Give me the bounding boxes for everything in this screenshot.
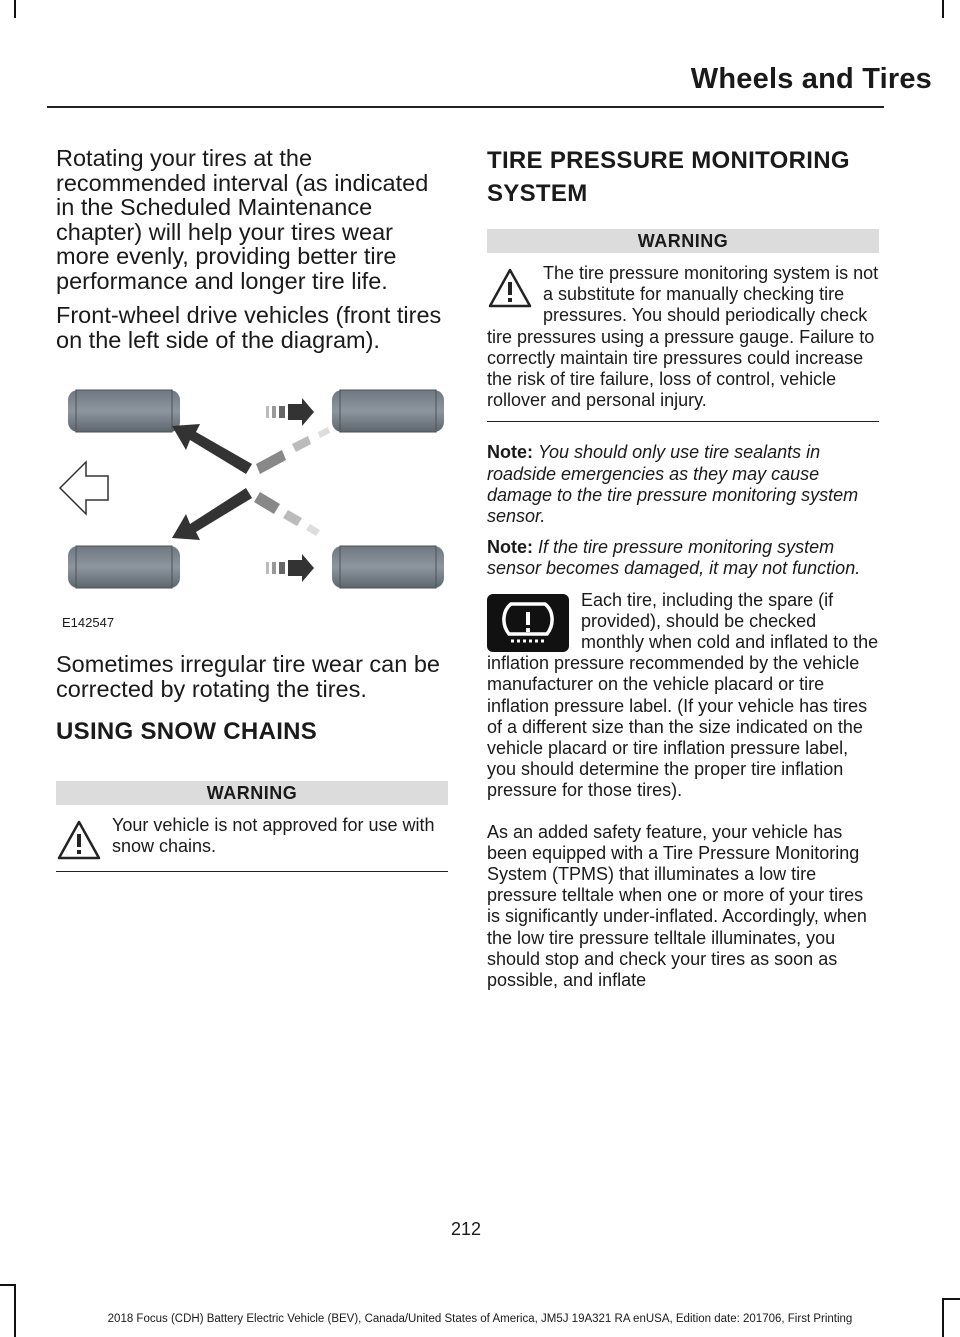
monthly-check-paragraph: Each tire, including the spare (if provided), should be checked monthly when cold and inflated to the inflation pressure recommended by the vehicle manufacturer on the vehicle placard or tire inflation pressure label. (If your vehicle has tires of a different size than the size indicated on the vehicle placard or tire inflation pressure label, you should determine the proper tire inflation pressure for those tires).	[487, 589, 879, 801]
diagonal-arrow-down	[172, 488, 252, 540]
note-sensor	[487, 537, 879, 579]
straight-arrow-bottom	[266, 554, 314, 582]
crop-mark	[14, 1284, 16, 1337]
crop-mark	[14, 0, 16, 18]
rotation-paragraph: Rotating your tires at the recommended interval (as indicated in the Scheduled Maintenance chapter) will help your tires wear more evenly, providing better tire performance and longer tire life.	[56, 145, 429, 294]
crop-mark	[942, 0, 944, 18]
warning-text: The tire pressure monitoring system is not a substitute for manually checking tire pressures. You should periodically check tire pressures using a pressure gauge. Failure to correctly maintain tire pressures could increase the risk of tire failure, loss of control, vehicle rollover and personal injury.	[487, 263, 879, 411]
note-label: Note:	[487, 442, 533, 463]
snow-chains-warning	[56, 805, 448, 872]
tire-front-left	[68, 390, 180, 432]
irregular-wear-paragraph: Sometimes irregular tire wear can be corrected by rotating the tires.	[56, 651, 440, 702]
straight-arrow-top	[266, 398, 314, 426]
title-divider	[47, 106, 884, 108]
tire-pressure-telltale-icon	[487, 594, 569, 652]
tpms-warning	[487, 253, 879, 422]
warning-banner: WARNING	[56, 781, 448, 805]
tpms-heading-line1: TIRE PRESSURE MONITORING	[487, 147, 850, 174]
note-label: Note:	[487, 537, 533, 558]
tire-rear-right	[332, 546, 444, 588]
tire-rotation-diagram	[56, 376, 448, 630]
snow-chains-heading: USING SNOW CHAINS	[56, 718, 318, 745]
page-number: 212	[450, 1219, 482, 1239]
tire-front-right	[68, 546, 180, 588]
warning-triangle-icon	[487, 267, 533, 309]
note-text: If the tire pressure monitoring system sensor becomes damaged, it may not function.	[487, 537, 861, 579]
figure-code: E142547	[62, 615, 115, 630]
warning-banner: WARNING	[487, 229, 879, 253]
tpms-check-block	[487, 590, 879, 802]
tpms-feature-paragraph: As an added safety feature, your vehicle has been equipped with a Tire Pressure Monitoring System (TPMS) that illuminates a low tire pressure telltale when one or more of your tires is significantly under-inflated. Accordingly, when the low tire pressure telltale illuminates, you should stop and check your tires as soon as possible, and inflate	[487, 821, 867, 991]
note-sealants	[487, 442, 879, 527]
crop-mark	[0, 1284, 14, 1286]
left-column	[56, 146, 448, 872]
right-column	[487, 146, 879, 991]
tpms-heading-line2: SYSTEM	[487, 180, 588, 207]
dashed-diagonal-top	[256, 427, 330, 474]
crop-mark	[944, 1298, 960, 1300]
footer-edition: 2018 Focus (CDH) Battery Electric Vehicle (BEV), Canada/United States of America, JM5J 19A321 RA enUSA, Edition date: 201706, First Printing	[107, 1313, 853, 1325]
dashed-diagonal-bottom	[254, 492, 320, 536]
page-title: Wheels and Tires	[690, 63, 932, 95]
tpms-heading	[487, 146, 879, 209]
note-text: You should only use tire sealants in roadside emergencies as they may cause damage to the tire pressure monitoring system sensor.	[487, 442, 859, 527]
warning-triangle-icon	[56, 819, 102, 861]
front-wheel-paragraph: Front-wheel drive vehicles (front tires on the left side of the diagram).	[56, 302, 442, 353]
tire-rear-left	[332, 390, 444, 432]
forward-direction-arrow	[60, 462, 108, 514]
diagonal-arrow-up	[172, 424, 252, 474]
warning-text: Your vehicle is not approved for use with snow chains.	[112, 815, 435, 857]
tire-rotation-illustration	[56, 376, 448, 630]
